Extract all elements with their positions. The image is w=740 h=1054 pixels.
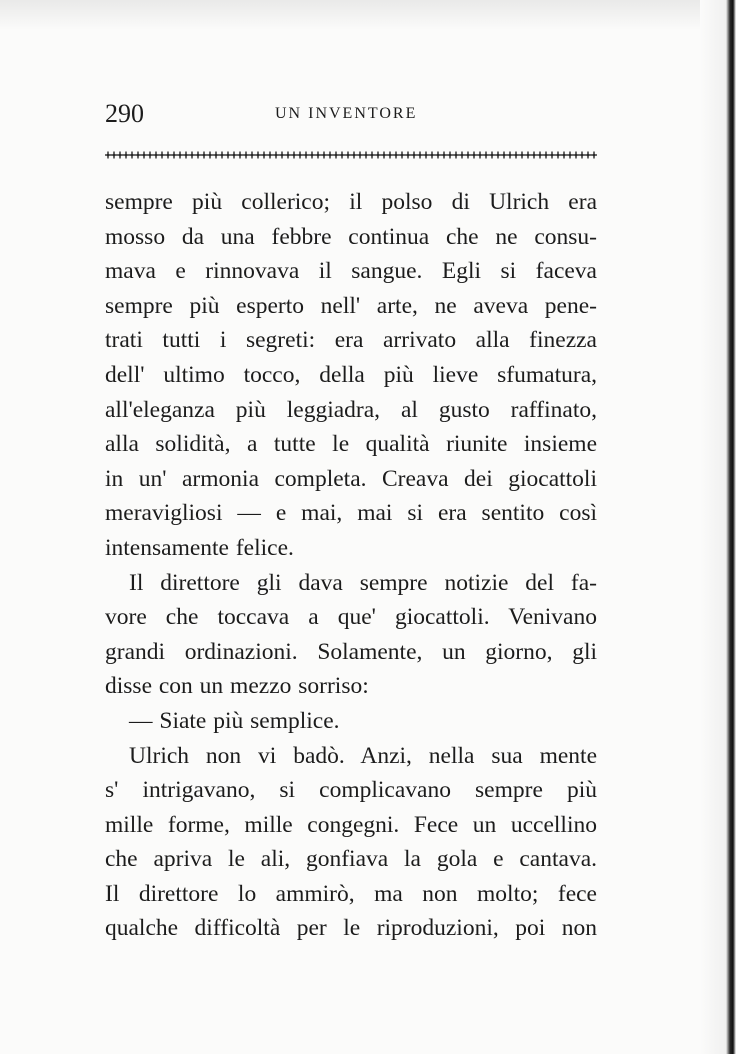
text-line: mava e rinnovava il sangue. Egli si faceva	[105, 258, 597, 285]
body-text	[105, 185, 597, 946]
text-line: disse con un mezzo sorriso:	[105, 673, 369, 700]
text-line: meravigliosi — e mai, mai si era sentito così	[105, 500, 597, 527]
text-line: sempre più collerico; il polso di Ulrich era	[105, 189, 597, 215]
page-number: 290	[105, 99, 144, 128]
text-line: — Siate più semplice.	[129, 707, 340, 734]
ornamental-rule-icon	[105, 148, 597, 162]
text-line: in un' armonia completa. Creava dei giocattoli	[105, 465, 597, 492]
text-line: s' intrigavano, si complicavano sempre più	[105, 777, 597, 804]
text-line: vore che toccava a que' giocattoli. Venivano	[105, 604, 597, 631]
text-line: grandi ordinazioni. Solamente, un giorno, gli	[105, 638, 597, 665]
text-line: alla solidità, a tutte le qualità riunite insieme	[105, 431, 597, 458]
text-line: Il direttore gli dava sempre notizie del fa-	[129, 569, 597, 596]
text-line: intensamente felice.	[105, 534, 294, 561]
text-line: Ulrich non vi badò. Anzi, nella sua mente	[129, 742, 597, 769]
text-line: mosso da una febbre continua che ne consu-	[105, 223, 597, 250]
page-header	[105, 96, 597, 132]
text-line: all'eleganza più leggiadra, al gusto raffinato,	[105, 396, 597, 423]
running-head: UN INVENTORE	[275, 105, 418, 122]
text-line: trati tutti i segreti: era arrivato alla finezza	[105, 327, 597, 354]
text-line: Il direttore lo ammirò, ma non molto; fece	[105, 880, 597, 907]
text-line: qualche difficoltà per le riproduzioni, poi non	[105, 915, 597, 942]
text-line: che apriva le ali, gonfiava la gola e cantava.	[105, 846, 597, 873]
scan-top-shadow	[0, 0, 700, 30]
text-line: dell' ultimo tocco, della più lieve sfumatura,	[105, 361, 597, 388]
text-line: mille forme, mille congegni. Fece un uccellino	[105, 811, 597, 838]
page-binding-edge	[700, 0, 740, 1054]
text-line: sempre più esperto nell' arte, ne aveva pene-	[105, 292, 597, 319]
